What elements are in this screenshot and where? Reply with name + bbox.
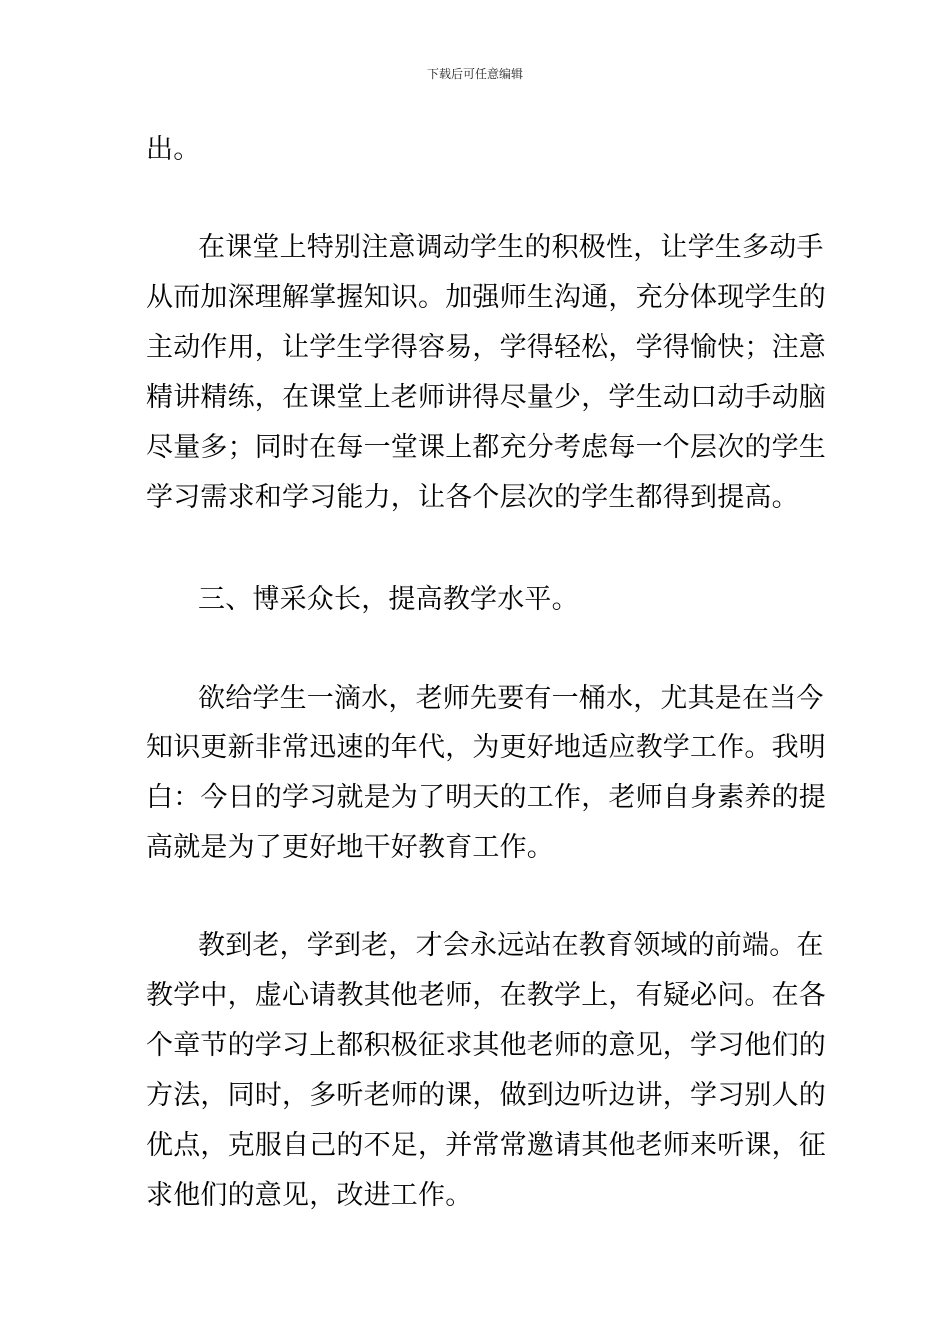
paragraph-line: 从而加深理解掌握知识。加强师生沟通，充分体现学生的 — [146, 282, 826, 313]
paragraph-line: 优点，克服自己的不足，并常常邀请其他老师来听课，征 — [146, 1130, 826, 1161]
heading-line: 三、博采众长，提高教学水平。 — [198, 584, 579, 615]
paragraph-line: 求他们的意见，改进工作。 — [146, 1180, 473, 1211]
paragraph-line: 尽量多；同时在每一堂课上都充分考虑每一个层次的学生 — [146, 432, 826, 463]
paragraph-line: 高就是为了更好地干好教育工作。 — [146, 832, 554, 863]
paragraph-line: 教到老，学到老，才会永远站在教育领域的前端。在 — [198, 930, 824, 961]
paragraph-line: 知识更新非常迅速的年代，为更好地适应教学工作。我明 — [146, 732, 826, 763]
paragraph-line: 教学中，虚心请教其他老师，在教学上，有疑必问。在各 — [146, 980, 826, 1011]
paragraph-line: 在课堂上特别注意调动学生的积极性，让学生多动手 — [198, 232, 824, 263]
paragraph-line: 方法，同时，多听老师的课，做到边听边讲，学习别人的 — [146, 1080, 826, 1111]
paragraph-line: 出。 — [146, 134, 201, 165]
paragraph-line: 精讲精练，在课堂上老师讲得尽量少，学生动口动手动脑 — [146, 382, 826, 413]
paragraph-line: 个章节的学习上都积极征求其他老师的意见，学习他们的 — [146, 1030, 826, 1061]
paragraph-line: 欲给学生一滴水，老师先要有一桶水，尤其是在当今 — [198, 683, 824, 714]
header-note: 下载后可任意编辑 — [426, 67, 523, 81]
paragraph-line: 学习需求和学习能力，让各个层次的学生都得到提高。 — [146, 482, 799, 513]
paragraph-line: 白：今日的学习就是为了明天的工作，老师自身素养的提 — [146, 782, 826, 813]
paragraph-line: 主动作用，让学生学得容易，学得轻松，学得愉快；注意 — [146, 332, 826, 363]
